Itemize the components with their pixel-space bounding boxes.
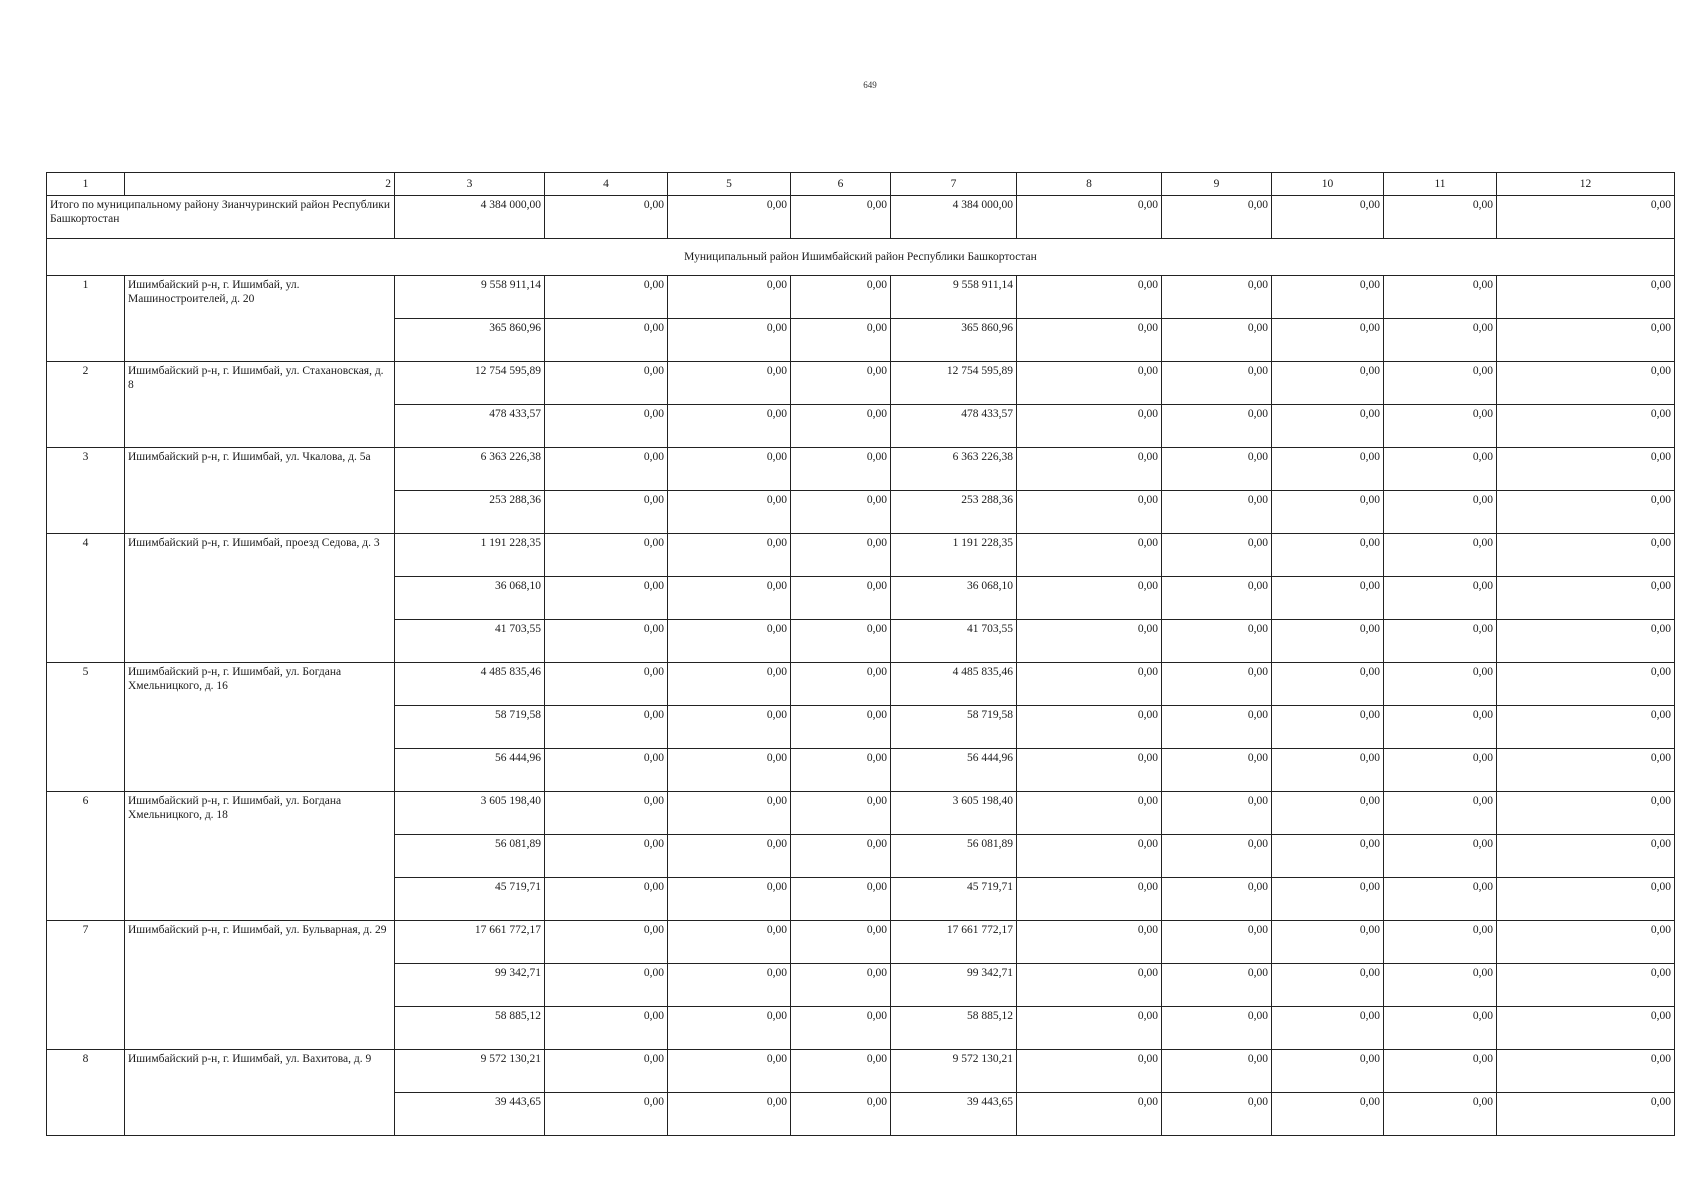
table-row — [47, 792, 1675, 835]
value-cell: 0,00 — [1384, 448, 1497, 491]
value-cell: 0,00 — [1162, 1050, 1272, 1093]
value-cell: 0,00 — [791, 835, 891, 878]
value-cell: 0,00 — [1384, 362, 1497, 405]
value-cell: 0,00 — [1384, 878, 1497, 921]
total-value: 4 384 000,00 — [891, 196, 1017, 239]
value-cell: 0,00 — [1384, 706, 1497, 749]
value-cell: 0,00 — [668, 276, 791, 319]
value-cell: 0,00 — [1162, 319, 1272, 362]
value-cell: 0,00 — [791, 878, 891, 921]
value-cell: 0,00 — [545, 749, 668, 792]
header-cell: 8 — [1017, 173, 1162, 196]
value-cell: 0,00 — [1272, 491, 1384, 534]
value-cell: 0,00 — [1162, 835, 1272, 878]
value-cell: 0,00 — [545, 1093, 668, 1136]
value-cell: 0,00 — [1272, 276, 1384, 319]
value-cell: 0,00 — [791, 706, 891, 749]
total-value: 0,00 — [668, 196, 791, 239]
value-cell: 0,00 — [545, 362, 668, 405]
value-cell: 0,00 — [668, 1093, 791, 1136]
value-cell: 0,00 — [1272, 534, 1384, 577]
value-cell: 0,00 — [1384, 620, 1497, 663]
value-cell: 0,00 — [1272, 620, 1384, 663]
value-cell: 0,00 — [668, 1007, 791, 1050]
table-row — [47, 663, 1675, 706]
value-cell: 0,00 — [1017, 577, 1162, 620]
value-cell: 0,00 — [1272, 1050, 1384, 1093]
value-cell: 0,00 — [1272, 448, 1384, 491]
value-cell: 0,00 — [1497, 835, 1675, 878]
total-value: 0,00 — [545, 196, 668, 239]
value-cell: 0,00 — [1384, 405, 1497, 448]
value-cell: 0,00 — [1497, 534, 1675, 577]
value-cell: 0,00 — [1497, 663, 1675, 706]
value-cell: 0,00 — [545, 1007, 668, 1050]
value-cell: 0,00 — [1384, 577, 1497, 620]
value-cell: 0,00 — [1272, 706, 1384, 749]
address-cell: Ишимбайский р-н, г. Ишимбай, ул. Богдана Хмельницкого, д. 16 — [125, 663, 395, 792]
value-cell: 0,00 — [791, 921, 891, 964]
amount-cell: 4 485 835,46 — [395, 663, 545, 706]
header-row — [47, 173, 1675, 196]
value-cell: 0,00 — [1384, 792, 1497, 835]
value-cell: 0,00 — [1017, 362, 1162, 405]
value-cell: 0,00 — [668, 362, 791, 405]
value-cell: 0,00 — [1272, 577, 1384, 620]
value-cell: 0,00 — [545, 448, 668, 491]
amount-cell: 253 288,36 — [395, 491, 545, 534]
total-value: 4 384 000,00 — [395, 196, 545, 239]
value-cell: 0,00 — [1384, 749, 1497, 792]
value-cell: 0,00 — [1017, 1007, 1162, 1050]
amount-cell: 58 885,12 — [395, 1007, 545, 1050]
value-cell: 0,00 — [1272, 878, 1384, 921]
value-cell: 0,00 — [545, 405, 668, 448]
value-cell: 0,00 — [1017, 491, 1162, 534]
value-cell: 0,00 — [1017, 964, 1162, 1007]
value-cell: 0,00 — [1272, 405, 1384, 448]
value-cell: 0,00 — [791, 319, 891, 362]
value-cell: 0,00 — [1162, 405, 1272, 448]
header-cell: 10 — [1272, 173, 1384, 196]
value-cell: 0,00 — [1162, 276, 1272, 319]
value-cell: 0,00 — [668, 792, 791, 835]
header-cell: 2 — [125, 173, 395, 196]
row-number: 8 — [47, 1050, 125, 1136]
value-cell: 0,00 — [1162, 921, 1272, 964]
total-value: 0,00 — [1162, 196, 1272, 239]
value-cell: 0,00 — [545, 835, 668, 878]
section-row — [47, 239, 1675, 276]
value-cell: 0,00 — [1384, 1050, 1497, 1093]
budget-table — [46, 172, 1675, 1136]
amount-cell: 12 754 595,89 — [891, 362, 1017, 405]
row-number: 1 — [47, 276, 125, 362]
value-cell: 0,00 — [1272, 921, 1384, 964]
address-cell: Ишимбайский р-н, г. Ишимбай, ул. Вахитова, д. 9 — [125, 1050, 395, 1136]
amount-cell: 6 363 226,38 — [891, 448, 1017, 491]
value-cell: 0,00 — [545, 878, 668, 921]
value-cell: 0,00 — [1497, 448, 1675, 491]
value-cell: 0,00 — [545, 534, 668, 577]
value-cell: 0,00 — [1272, 964, 1384, 1007]
value-cell: 0,00 — [1017, 921, 1162, 964]
value-cell: 0,00 — [668, 964, 791, 1007]
value-cell: 0,00 — [1017, 835, 1162, 878]
value-cell: 0,00 — [1384, 921, 1497, 964]
value-cell: 0,00 — [1162, 534, 1272, 577]
amount-cell: 3 605 198,40 — [395, 792, 545, 835]
value-cell: 0,00 — [1162, 749, 1272, 792]
address-cell: Ишимбайский р-н, г. Ишимбай, проезд Седова, д. 3 — [125, 534, 395, 663]
amount-cell: 1 191 228,35 — [395, 534, 545, 577]
value-cell: 0,00 — [668, 577, 791, 620]
address-cell: Ишимбайский р-н, г. Ишимбай, ул. Машиностроителей, д. 20 — [125, 276, 395, 362]
value-cell: 0,00 — [1497, 405, 1675, 448]
row-number: 3 — [47, 448, 125, 534]
value-cell: 0,00 — [545, 921, 668, 964]
value-cell: 0,00 — [791, 577, 891, 620]
value-cell: 0,00 — [1497, 706, 1675, 749]
value-cell: 0,00 — [791, 1050, 891, 1093]
value-cell: 0,00 — [545, 792, 668, 835]
total-value: 0,00 — [1017, 196, 1162, 239]
value-cell: 0,00 — [1384, 1093, 1497, 1136]
table-row — [47, 534, 1675, 577]
amount-cell: 39 443,65 — [395, 1093, 545, 1136]
row-number: 4 — [47, 534, 125, 663]
value-cell: 0,00 — [1017, 319, 1162, 362]
value-cell: 0,00 — [1384, 663, 1497, 706]
amount-cell: 9 572 130,21 — [891, 1050, 1017, 1093]
amount-cell: 9 558 911,14 — [395, 276, 545, 319]
value-cell: 0,00 — [545, 663, 668, 706]
amount-cell: 99 342,71 — [395, 964, 545, 1007]
value-cell: 0,00 — [1384, 491, 1497, 534]
row-number: 2 — [47, 362, 125, 448]
header-cell: 1 — [47, 173, 125, 196]
header-cell: 6 — [791, 173, 891, 196]
value-cell: 0,00 — [545, 964, 668, 1007]
value-cell: 0,00 — [668, 534, 791, 577]
header-cell: 12 — [1497, 173, 1675, 196]
value-cell: 0,00 — [668, 706, 791, 749]
total-value: 0,00 — [1384, 196, 1497, 239]
value-cell: 0,00 — [1497, 1007, 1675, 1050]
address-cell: Ишимбайский р-н, г. Ишимбай, ул. Бульварная, д. 29 — [125, 921, 395, 1050]
amount-cell: 56 081,89 — [395, 835, 545, 878]
amount-cell: 36 068,10 — [891, 577, 1017, 620]
value-cell: 0,00 — [1017, 706, 1162, 749]
value-cell: 0,00 — [668, 491, 791, 534]
address-cell: Ишимбайский р-н, г. Ишимбай, ул. Чкалова, д. 5а — [125, 448, 395, 534]
value-cell: 0,00 — [1384, 1007, 1497, 1050]
table-row — [47, 921, 1675, 964]
value-cell: 0,00 — [1384, 276, 1497, 319]
value-cell: 0,00 — [1497, 362, 1675, 405]
value-cell: 0,00 — [1162, 878, 1272, 921]
header-cell: 9 — [1162, 173, 1272, 196]
value-cell: 0,00 — [791, 491, 891, 534]
value-cell: 0,00 — [545, 620, 668, 663]
amount-cell: 9 558 911,14 — [891, 276, 1017, 319]
amount-cell: 17 661 772,17 — [891, 921, 1017, 964]
amount-cell: 12 754 595,89 — [395, 362, 545, 405]
value-cell: 0,00 — [1497, 792, 1675, 835]
table-row — [47, 1050, 1675, 1093]
value-cell: 0,00 — [1497, 1093, 1675, 1136]
table-row — [47, 276, 1675, 319]
row-number: 6 — [47, 792, 125, 921]
value-cell: 0,00 — [791, 964, 891, 1007]
value-cell: 0,00 — [791, 663, 891, 706]
amount-cell: 56 444,96 — [395, 749, 545, 792]
value-cell: 0,00 — [1497, 921, 1675, 964]
value-cell: 0,00 — [1272, 1093, 1384, 1136]
amount-cell: 9 572 130,21 — [395, 1050, 545, 1093]
value-cell: 0,00 — [1017, 878, 1162, 921]
amount-cell: 4 485 835,46 — [891, 663, 1017, 706]
value-cell: 0,00 — [791, 405, 891, 448]
value-cell: 0,00 — [1272, 1007, 1384, 1050]
amount-cell: 41 703,55 — [891, 620, 1017, 663]
value-cell: 0,00 — [1017, 792, 1162, 835]
value-cell: 0,00 — [668, 921, 791, 964]
amount-cell: 6 363 226,38 — [395, 448, 545, 491]
header-cell: 11 — [1384, 173, 1497, 196]
amount-cell: 58 885,12 — [891, 1007, 1017, 1050]
value-cell: 0,00 — [791, 276, 891, 319]
value-cell: 0,00 — [1272, 835, 1384, 878]
value-cell: 0,00 — [1272, 319, 1384, 362]
value-cell: 0,00 — [668, 878, 791, 921]
amount-cell: 39 443,65 — [891, 1093, 1017, 1136]
amount-cell: 17 661 772,17 — [395, 921, 545, 964]
value-cell: 0,00 — [1162, 663, 1272, 706]
amount-cell: 1 191 228,35 — [891, 534, 1017, 577]
value-cell: 0,00 — [791, 792, 891, 835]
value-cell: 0,00 — [1017, 1050, 1162, 1093]
value-cell: 0,00 — [791, 448, 891, 491]
amount-cell: 58 719,58 — [395, 706, 545, 749]
value-cell: 0,00 — [1497, 620, 1675, 663]
amount-cell: 41 703,55 — [395, 620, 545, 663]
amount-cell: 56 081,89 — [891, 835, 1017, 878]
value-cell: 0,00 — [1017, 405, 1162, 448]
value-cell: 0,00 — [668, 749, 791, 792]
value-cell: 0,00 — [1272, 663, 1384, 706]
value-cell: 0,00 — [545, 1050, 668, 1093]
value-cell: 0,00 — [1384, 964, 1497, 1007]
value-cell: 0,00 — [1162, 448, 1272, 491]
header-cell: 5 — [668, 173, 791, 196]
amount-cell: 253 288,36 — [891, 491, 1017, 534]
value-cell: 0,00 — [1162, 620, 1272, 663]
value-cell: 0,00 — [791, 620, 891, 663]
amount-cell: 58 719,58 — [891, 706, 1017, 749]
value-cell: 0,00 — [668, 663, 791, 706]
value-cell: 0,00 — [1017, 534, 1162, 577]
value-cell: 0,00 — [791, 749, 891, 792]
total-value: 0,00 — [1497, 196, 1675, 239]
value-cell: 0,00 — [1497, 749, 1675, 792]
value-cell: 0,00 — [791, 1093, 891, 1136]
value-cell: 0,00 — [791, 1007, 891, 1050]
value-cell: 0,00 — [1384, 319, 1497, 362]
value-cell: 0,00 — [1272, 792, 1384, 835]
value-cell: 0,00 — [1272, 749, 1384, 792]
total-value: 0,00 — [791, 196, 891, 239]
value-cell: 0,00 — [1017, 276, 1162, 319]
value-cell: 0,00 — [1497, 276, 1675, 319]
value-cell: 0,00 — [668, 1050, 791, 1093]
value-cell: 0,00 — [1162, 792, 1272, 835]
value-cell: 0,00 — [1162, 362, 1272, 405]
value-cell: 0,00 — [1384, 835, 1497, 878]
value-cell: 0,00 — [545, 577, 668, 620]
table-row — [47, 362, 1675, 405]
value-cell: 0,00 — [791, 534, 891, 577]
value-cell: 0,00 — [1497, 964, 1675, 1007]
amount-cell: 478 433,57 — [891, 405, 1017, 448]
value-cell: 0,00 — [791, 362, 891, 405]
amount-cell: 478 433,57 — [395, 405, 545, 448]
value-cell: 0,00 — [1384, 534, 1497, 577]
total-label: Итого по муниципальному району Зианчуринский район Республики Башкортостан — [47, 196, 395, 239]
value-cell: 0,00 — [1017, 620, 1162, 663]
value-cell: 0,00 — [668, 620, 791, 663]
address-cell: Ишимбайский р-н, г. Ишимбай, ул. Стахановская, д. 8 — [125, 362, 395, 448]
value-cell: 0,00 — [1497, 577, 1675, 620]
value-cell: 0,00 — [668, 319, 791, 362]
amount-cell: 36 068,10 — [395, 577, 545, 620]
value-cell: 0,00 — [1497, 491, 1675, 534]
header-cell: 7 — [891, 173, 1017, 196]
header-cell: 3 — [395, 173, 545, 196]
value-cell: 0,00 — [1017, 448, 1162, 491]
value-cell: 0,00 — [1497, 878, 1675, 921]
amount-cell: 99 342,71 — [891, 964, 1017, 1007]
value-cell: 0,00 — [1162, 964, 1272, 1007]
page-number: 649 — [863, 80, 877, 90]
amount-cell: 45 719,71 — [891, 878, 1017, 921]
value-cell: 0,00 — [1017, 1093, 1162, 1136]
value-cell: 0,00 — [1162, 1007, 1272, 1050]
address-cell: Ишимбайский р-н, г. Ишимбай, ул. Богдана Хмельницкого, д. 18 — [125, 792, 395, 921]
value-cell: 0,00 — [1497, 319, 1675, 362]
value-cell: 0,00 — [1272, 362, 1384, 405]
value-cell: 0,00 — [1017, 749, 1162, 792]
value-cell: 0,00 — [545, 491, 668, 534]
value-cell: 0,00 — [1162, 577, 1272, 620]
section-title: Муниципальный район Ишимбайский район Республики Башкортостан — [47, 239, 1675, 276]
value-cell: 0,00 — [668, 835, 791, 878]
value-cell: 0,00 — [545, 706, 668, 749]
total-value: 0,00 — [1272, 196, 1384, 239]
value-cell: 0,00 — [545, 276, 668, 319]
amount-cell: 365 860,96 — [891, 319, 1017, 362]
value-cell: 0,00 — [1162, 706, 1272, 749]
table-row — [47, 448, 1675, 491]
value-cell: 0,00 — [1162, 1093, 1272, 1136]
amount-cell: 3 605 198,40 — [891, 792, 1017, 835]
value-cell: 0,00 — [1497, 1050, 1675, 1093]
header-cell: 4 — [545, 173, 668, 196]
value-cell: 0,00 — [668, 448, 791, 491]
total-row — [47, 196, 1675, 239]
amount-cell: 45 719,71 — [395, 878, 545, 921]
table-body — [47, 173, 1675, 1136]
value-cell: 0,00 — [1017, 663, 1162, 706]
value-cell: 0,00 — [668, 405, 791, 448]
amount-cell: 365 860,96 — [395, 319, 545, 362]
value-cell: 0,00 — [545, 319, 668, 362]
value-cell: 0,00 — [1162, 491, 1272, 534]
row-number: 7 — [47, 921, 125, 1050]
amount-cell: 56 444,96 — [891, 749, 1017, 792]
row-number: 5 — [47, 663, 125, 792]
